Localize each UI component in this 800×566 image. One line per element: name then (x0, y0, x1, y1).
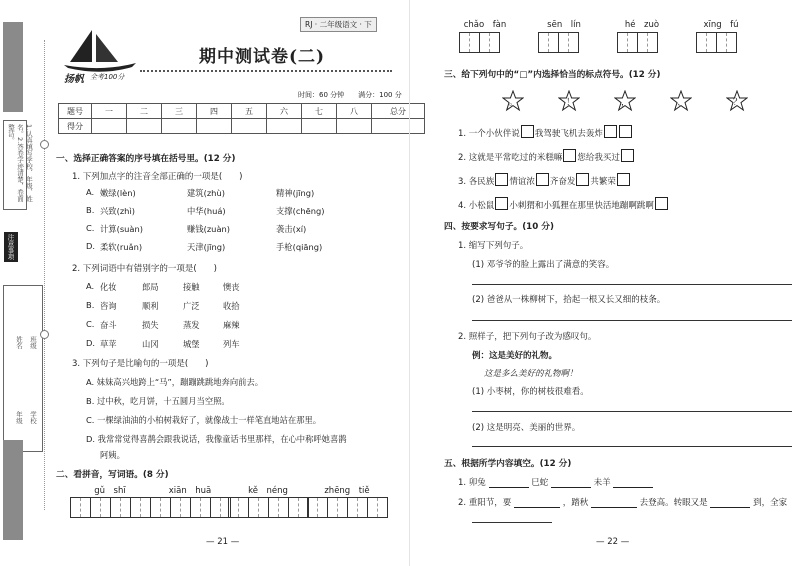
s3-q2-text-b: 您给我买过 (577, 153, 620, 163)
pinyin-label: chǎo fàn (463, 20, 507, 30)
s3-q4-text: 4. 小松鼠 (458, 201, 495, 211)
s3-q3-text: 3. 各民族 (458, 177, 495, 187)
option-item: 化妆 (100, 282, 117, 292)
option-item: 计算(suàn) (100, 224, 143, 234)
star-punct: 。 (509, 98, 519, 108)
brand-name: 扬帆 (64, 74, 84, 85)
section5-heading: 五、根据所学内容填空。(12 分) (444, 459, 572, 469)
s5-q1 (458, 476, 653, 488)
punct-box[interactable] (621, 149, 634, 162)
option-sentence: 阿姨。 (100, 450, 125, 460)
score-cell[interactable] (127, 119, 162, 134)
s4-q2b: (2) 这是明亮、美丽的世界。 (472, 423, 581, 433)
option-item: 城堡 (183, 339, 200, 349)
punct-box[interactable] (604, 125, 617, 138)
q2-stem: 2. 下列词语中有错别字的一项是( ) (72, 264, 217, 274)
punct-box[interactable] (521, 125, 534, 138)
s3-q4 (458, 197, 669, 211)
score-header-cell: 八 (337, 104, 372, 119)
option-item: 麻辣 (223, 320, 240, 330)
s5-q2-c: 去登高。转眼又是 (639, 498, 708, 508)
page-title: 期中测试卷(二) (198, 47, 326, 67)
pinyin-label: hé zuò (624, 20, 660, 30)
option-label: D. (86, 338, 96, 348)
binding-strip (0, 0, 50, 566)
s3-q1 (458, 125, 633, 139)
star-icon (614, 90, 636, 112)
score-table (58, 103, 425, 134)
option-item: 草苹 (100, 339, 117, 349)
q1-stem: 1. 下列加点字的注音全部正确的一项是( ) (72, 172, 243, 182)
option-item: 蒸发 (183, 320, 200, 330)
s4-example-answer: 这是多么美好的礼物啊！ (484, 369, 578, 379)
star-icon (726, 90, 748, 112)
s4-q1a: (1) 邓爷爷的脸上露出了满意的笑容。 (472, 260, 615, 270)
punct-box[interactable] (617, 173, 630, 186)
s5-q2-a: 2. 重阳节，要 (458, 498, 512, 508)
binding-hole (40, 330, 49, 339)
strip-bar-bottom (3, 440, 23, 540)
s3-q2 (458, 149, 635, 163)
school-label: 学校 (29, 411, 37, 424)
notice-box (3, 120, 33, 210)
score-cell[interactable] (197, 119, 232, 134)
brand-logo (62, 26, 140, 84)
time-info: 时间：60 分钟 满分：100 分 (298, 91, 402, 99)
score-cell[interactable] (267, 119, 302, 134)
option-item: 精神(jīng) (276, 188, 315, 198)
page-number-right: — 22 — (596, 537, 630, 547)
option-label: B. (86, 205, 95, 215)
punct-box[interactable] (536, 173, 549, 186)
writing-grid[interactable] (307, 497, 387, 518)
q3-stem: 3. 下列句子是比喻句的一项是( ) (72, 359, 209, 369)
score-cell[interactable] (302, 119, 337, 134)
score-cell[interactable] (232, 119, 267, 134)
star-punct: ！ (566, 98, 576, 108)
pinyin-label: sēn lín (547, 20, 581, 30)
score-table-row (59, 119, 425, 134)
score-header-cell: 五 (232, 104, 267, 119)
punct-box[interactable] (495, 173, 508, 186)
answer-line[interactable] (472, 411, 792, 412)
s3-q4-text-b: 小刺猬和小狐狸在那里快活地蹦啊跳啊 (509, 201, 654, 211)
score-header-cell: 二 (127, 104, 162, 119)
score-table-header (59, 104, 425, 119)
option-item: 顺利 (142, 301, 159, 311)
answer-line[interactable] (472, 284, 792, 285)
s3-q3-text-d: 共繁荣 (590, 177, 616, 187)
binding-hole (40, 140, 49, 149)
option-label: B. (86, 300, 95, 310)
option-item: 支撑(chēng) (276, 206, 325, 216)
option-item: 广泛 (183, 301, 200, 311)
s5-q1-a: 1. 卯兔 (458, 478, 486, 488)
section1-heading: 一、选择正确答案的序号填在括号里。(12 分) (56, 154, 236, 164)
score-cell[interactable] (337, 119, 372, 134)
star-icon (558, 90, 580, 112)
s5-q2-b: ，踏秋 (562, 498, 589, 508)
punct-box[interactable] (495, 197, 508, 210)
option-label: A. (86, 281, 95, 291)
s5-q1-c: 未羊 (593, 478, 611, 488)
score-header-cell: 六 (267, 104, 302, 119)
title-dotted-rule (140, 70, 392, 72)
option-sentence: D. 我常常觉得喜鹊会跟我说话，我像童话书里那样，在心中称呼她喜鹊 (86, 434, 347, 444)
option-item: 接触 (183, 282, 200, 292)
fill-blank[interactable] (489, 487, 529, 488)
writing-grid[interactable] (459, 32, 499, 53)
pinyin-label: xīng fú (703, 20, 739, 30)
option-item: 天津(jīng) (187, 242, 226, 252)
brand-sub: 全考100分 (90, 73, 125, 81)
s5-q2-d: 到，全家 (753, 498, 788, 508)
score-row-label: 得分 (59, 119, 92, 134)
option-item: 懊丧 (223, 282, 240, 292)
score-header-cell: 总分 (372, 104, 425, 119)
option-item: 郎局 (142, 282, 159, 292)
answer-line[interactable] (472, 446, 792, 447)
page-number-left: — 21 — (206, 537, 240, 547)
option-item: 列车 (223, 339, 240, 349)
star-punct: ， (621, 98, 631, 108)
answer-line[interactable] (472, 320, 792, 321)
option-sentence: A. 妹妹高兴地跨上“马”，蹦蹦跳跳地奔向前去。 (86, 377, 264, 387)
punct-box[interactable] (655, 197, 668, 210)
option-item: 袭击(xí) (276, 224, 307, 234)
option-sentence: B. 过中秋，吃月饼，十五圆月当空照。 (86, 396, 230, 406)
fill-blank[interactable] (591, 507, 637, 508)
option-item: 兴致(zhì) (100, 206, 135, 216)
star-punct: 、 (677, 98, 687, 108)
option-item: 收拾 (223, 301, 240, 311)
option-item: 建筑(zhù) (187, 188, 225, 198)
strip-bar-top (3, 22, 23, 112)
score-cell[interactable] (162, 119, 197, 134)
writing-grid[interactable] (538, 32, 578, 53)
s4-q1: 1. 缩写下列句子。 (458, 241, 529, 251)
s5-q2 (458, 496, 787, 508)
writing-grid[interactable] (150, 497, 230, 518)
s4-q2: 2. 照样子，把下列句子改为感叹句。 (458, 332, 597, 342)
fill-blank[interactable] (613, 487, 653, 488)
option-item: 山冈 (142, 339, 159, 349)
s3-q3-text-b: 情谊浓 (509, 177, 535, 187)
fill-blank[interactable] (551, 487, 591, 488)
score-header-cell: 一 (92, 104, 127, 119)
option-item: 赚钱(zuàn) (187, 224, 231, 234)
notice-tag: 注意事项 (4, 232, 18, 262)
fill-blank[interactable] (472, 522, 552, 523)
writing-grid[interactable] (617, 32, 657, 53)
option-item: 奋斗 (100, 320, 117, 330)
s3-q1-text-b: 我驾驶飞机去轰炸 (534, 129, 603, 139)
score-header-cell: 三 (162, 104, 197, 119)
option-sentence: C. 一棵绿油油的小柏树栽好了，就像战士一样笔直地站在那里。 (86, 415, 322, 425)
star-punct: ？ (733, 98, 743, 108)
writing-grid[interactable] (228, 497, 308, 518)
score-header-cell: 题号 (59, 104, 92, 119)
option-label: C. (86, 223, 95, 233)
student-info-box (3, 285, 43, 452)
option-item: 柔软(ruǎn) (100, 242, 143, 252)
s3-q2-text: 2. 这就是平常吃过的米糕嘛 (458, 153, 563, 163)
page-gutter (409, 0, 410, 566)
fill-blank[interactable] (514, 507, 560, 508)
option-item: 中华(huá) (187, 206, 226, 216)
pinyin-label: zhēng tiě (324, 486, 370, 496)
s4-q2a: (1) 小枣树，你的树枝很难看。 (472, 387, 589, 397)
option-item: 手枪(qiāng) (276, 242, 323, 252)
section4-heading: 四、按要求写句子。(10 分) (444, 222, 554, 232)
punct-box[interactable] (619, 125, 632, 138)
section3-heading: 三、给下列句中的“□”内选择恰当的标点符号。(12 分) (444, 70, 661, 80)
option-label: D. (86, 241, 96, 251)
notice-text: 1.认真填写学校、年级、姓名。2.答卷字迹清楚，卷面整洁。 (7, 124, 33, 202)
s5-q1-b: 巳蛇 (531, 478, 549, 488)
cut-line (44, 40, 45, 510)
star-icon (670, 90, 692, 112)
score-header-cell: 七 (302, 104, 337, 119)
option-item: 咨询 (100, 301, 117, 311)
pinyin-label: gǔ shī (94, 486, 126, 496)
s3-q3-text-c: 齐奋发 (549, 177, 576, 187)
fill-blank[interactable] (710, 507, 750, 508)
writing-grid[interactable] (696, 32, 736, 53)
writing-grid[interactable] (70, 497, 150, 518)
series-tag: RJ · 二年级语文 · 下 (300, 17, 377, 32)
class-label: 班级 (29, 336, 37, 349)
punct-box[interactable] (563, 149, 576, 162)
star-icon (502, 90, 524, 112)
s4-example-label: 例：这是美好的礼物。 (472, 351, 558, 361)
option-item: 损失 (142, 320, 159, 330)
grade-label: 年级 (15, 411, 23, 424)
s4-q1b: (2) 爸爸从一株柳树下，拾起一根又长又细的枝条。 (472, 295, 666, 305)
s3-q1-text: 1. 一个小伙伴说 (458, 129, 520, 139)
option-label: C. (86, 319, 95, 329)
punct-box[interactable] (576, 173, 589, 186)
option-label: A. (86, 187, 95, 197)
pinyin-label: kě néng (248, 486, 288, 496)
score-cell[interactable] (372, 119, 425, 134)
score-header-cell: 四 (197, 104, 232, 119)
option-item: 嫩绿(lèn) (100, 188, 136, 198)
score-cell[interactable] (92, 119, 127, 134)
name-label: 姓名 (15, 336, 23, 349)
pinyin-label: xiān huā (168, 486, 212, 496)
section2-heading: 二、看拼音，写词语。(8 分) (56, 470, 169, 480)
s3-q3 (458, 173, 631, 187)
